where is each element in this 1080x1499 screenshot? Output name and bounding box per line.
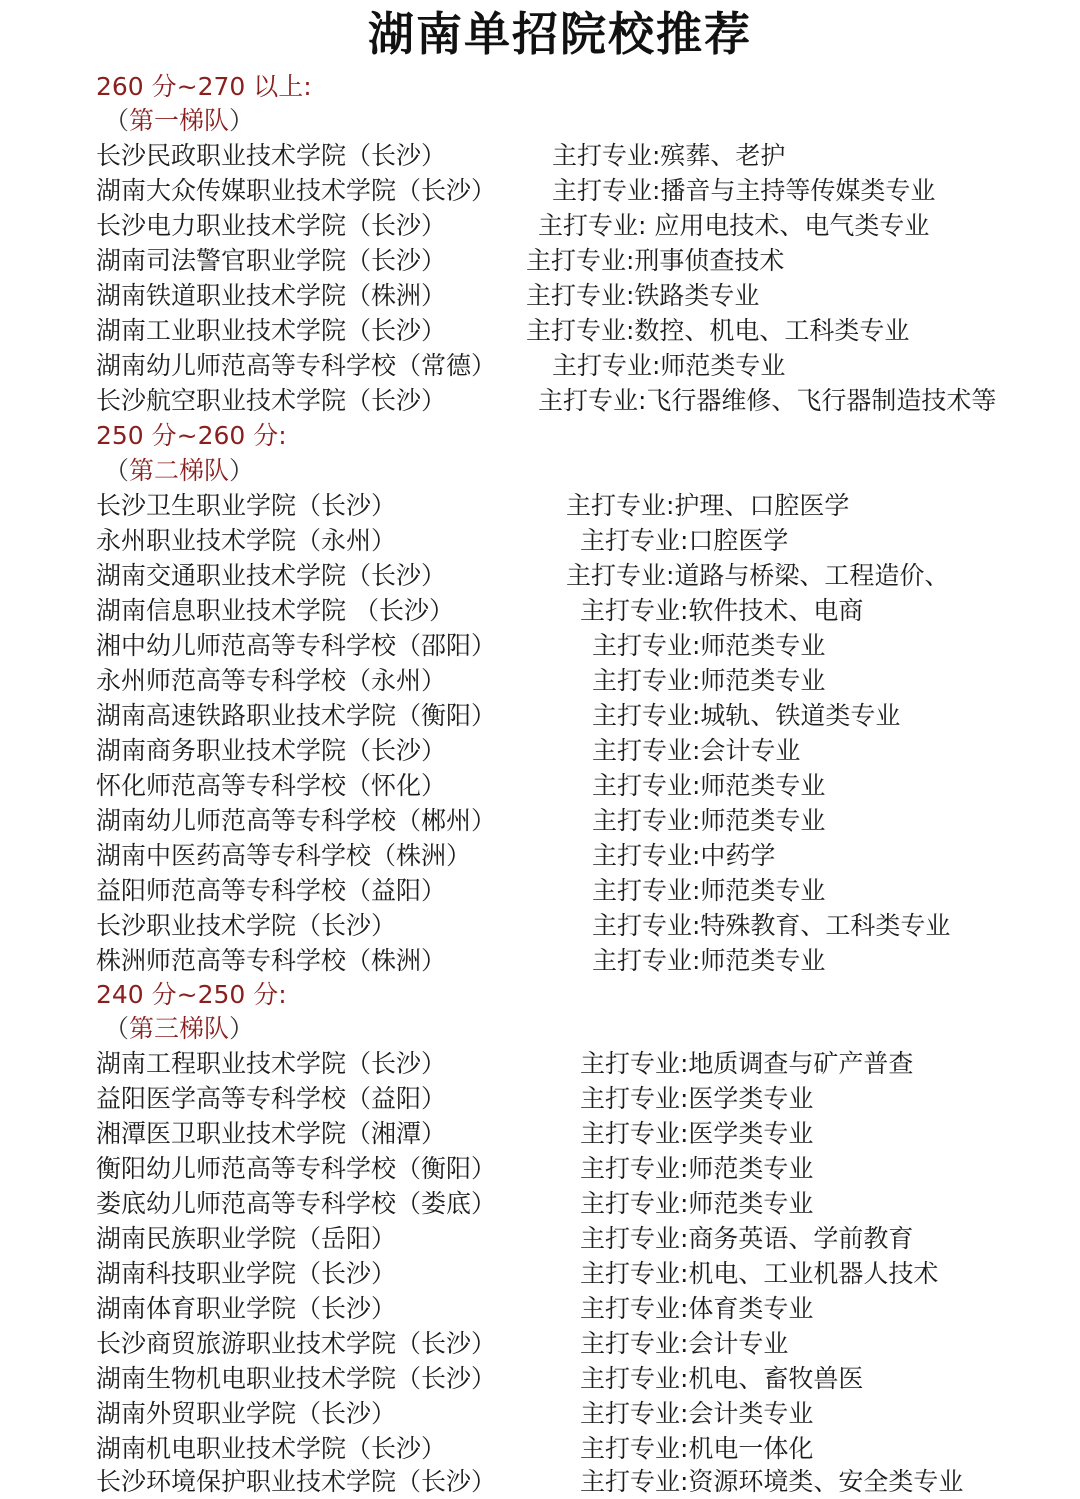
tier-label: （第一梯队）	[104, 106, 255, 135]
major-text: 主打专业:医学类专业	[580, 1119, 814, 1148]
major-text: 主打专业:特殊教育、工科类专业	[592, 911, 951, 940]
school-name: 湘中幼儿师范高等专科学校（邵阳）	[96, 631, 497, 660]
major-text: 主打专业:机电、畜牧兽医	[580, 1364, 864, 1393]
school-name: 永州职业技术学院（永州）	[96, 526, 397, 555]
school-name: 湖南大众传媒职业技术学院（长沙）	[96, 176, 497, 205]
tier-range: 260 分~270 以上:	[96, 72, 312, 101]
major-text: 主打专业:师范类专业	[592, 771, 826, 800]
school-name: 湖南外贸职业学院（长沙）	[96, 1399, 397, 1428]
school-name: 湖南工程职业技术学院（长沙）	[96, 1049, 447, 1078]
major-text: 主打专业:师范类专业	[592, 946, 826, 975]
page-title: 湖南单招院校推荐	[368, 7, 752, 61]
school-name: 长沙卫生职业学院（长沙）	[96, 491, 397, 520]
school-name: 湖南高速铁路职业技术学院（衡阳）	[96, 701, 497, 730]
school-name: 湖南司法警官职业学院（长沙）	[96, 246, 447, 275]
school-name: 长沙环境保护职业技术学院（长沙）	[96, 1467, 497, 1496]
school-name: 永州师范高等专科学校（永州）	[96, 666, 447, 695]
school-name: 湖南商务职业技术学院（长沙）	[96, 736, 447, 765]
tier-range: 240 分~250 分:	[96, 980, 287, 1009]
major-text: 主打专业:播音与主持等传媒类专业	[552, 176, 936, 205]
major-text: 主打专业:会计专业	[580, 1329, 789, 1358]
major-text: 主打专业:师范类专业	[592, 806, 826, 835]
school-name: 湘潭医卫职业技术学院（湘潭）	[96, 1119, 447, 1148]
school-name: 湖南民族职业学院（岳阳）	[96, 1224, 397, 1253]
school-name: 娄底幼儿师范高等专科学校（娄底）	[96, 1189, 497, 1218]
school-name: 长沙职业技术学院（长沙）	[96, 911, 397, 940]
major-text: 主打专业:数控、机电、工科类专业	[526, 316, 910, 345]
school-name: 长沙民政职业技术学院（长沙）	[96, 141, 447, 170]
school-name: 湖南交通职业技术学院（长沙）	[96, 561, 447, 590]
school-name: 益阳师范高等专科学校（益阳）	[96, 876, 447, 905]
major-text: 主打专业:医学类专业	[580, 1084, 814, 1113]
school-name: 怀化师范高等专科学校（怀化）	[96, 771, 447, 800]
major-text: 主打专业:商务英语、学前教育	[580, 1224, 914, 1253]
tier-label: （第三梯队）	[104, 1014, 255, 1043]
major-text: 主打专业:城轨、铁道类专业	[592, 701, 901, 730]
school-name: 湖南幼儿师范高等专科学校（郴州）	[96, 806, 497, 835]
major-text: 主打专业:护理、口腔医学	[566, 491, 850, 520]
major-text: 主打专业:飞行器维修、飞行器制造技术等	[538, 386, 997, 415]
major-text: 主打专业:机电一体化	[580, 1434, 814, 1463]
major-text: 主打专业:师范类专业	[580, 1154, 814, 1183]
major-text: 主打专业:道路与桥梁、工程造价、	[566, 561, 950, 590]
school-name: 益阳医学高等专科学校（益阳）	[96, 1084, 447, 1113]
major-text: 主打专业:师范类专业	[592, 631, 826, 660]
major-text: 主打专业:铁路类专业	[526, 281, 760, 310]
major-text: 主打专业:地质调查与矿产普查	[580, 1049, 914, 1078]
major-text: 主打专业:中药学	[592, 841, 776, 870]
major-text: 主打专业:师范类专业	[592, 666, 826, 695]
tier-label: （第二梯队）	[104, 456, 255, 485]
school-name: 湖南工业职业技术学院（长沙）	[96, 316, 447, 345]
tier-range: 250 分~260 分:	[96, 421, 287, 450]
school-name: 湖南中医药高等专科学校（株洲）	[96, 841, 472, 870]
major-text: 主打专业:刑事侦查技术	[526, 246, 785, 275]
major-text: 主打专业:会计专业	[592, 736, 801, 765]
major-text: 主打专业:会计类专业	[580, 1399, 814, 1428]
school-name: 湖南铁道职业技术学院（株洲）	[96, 281, 447, 310]
school-name: 长沙航空职业技术学院（长沙）	[96, 386, 447, 415]
major-text: 主打专业:师范类专业	[592, 876, 826, 905]
major-text: 主打专业:殡葬、老护	[552, 141, 786, 170]
school-name: 长沙电力职业技术学院（长沙）	[96, 211, 447, 240]
major-text: 主打专业:机电、工业机器人技术	[580, 1259, 939, 1288]
school-name: 株洲师范高等专科学校（株洲）	[96, 946, 447, 975]
major-text: 主打专业:软件技术、电商	[580, 596, 864, 625]
major-text: 主打专业: 应用电技术、电气类专业	[538, 211, 930, 240]
major-text: 主打专业:口腔医学	[580, 526, 789, 555]
school-name: 湖南信息职业技术学院 （长沙）	[96, 596, 454, 625]
major-text: 主打专业:师范类专业	[580, 1189, 814, 1218]
school-name: 湖南生物机电职业技术学院（长沙）	[96, 1364, 497, 1393]
school-name: 长沙商贸旅游职业技术学院（长沙）	[96, 1329, 497, 1358]
school-name: 湖南幼儿师范高等专科学校（常德）	[96, 351, 497, 380]
major-text: 主打专业:师范类专业	[552, 351, 786, 380]
school-name: 湖南科技职业学院（长沙）	[96, 1259, 397, 1288]
major-text: 主打专业:资源环境类、安全类专业	[580, 1467, 964, 1496]
school-name: 湖南机电职业技术学院（长沙）	[96, 1434, 447, 1463]
school-name: 衡阳幼儿师范高等专科学校（衡阳）	[96, 1154, 497, 1183]
school-name: 湖南体育职业学院（长沙）	[96, 1294, 397, 1323]
major-text: 主打专业:体育类专业	[580, 1294, 814, 1323]
